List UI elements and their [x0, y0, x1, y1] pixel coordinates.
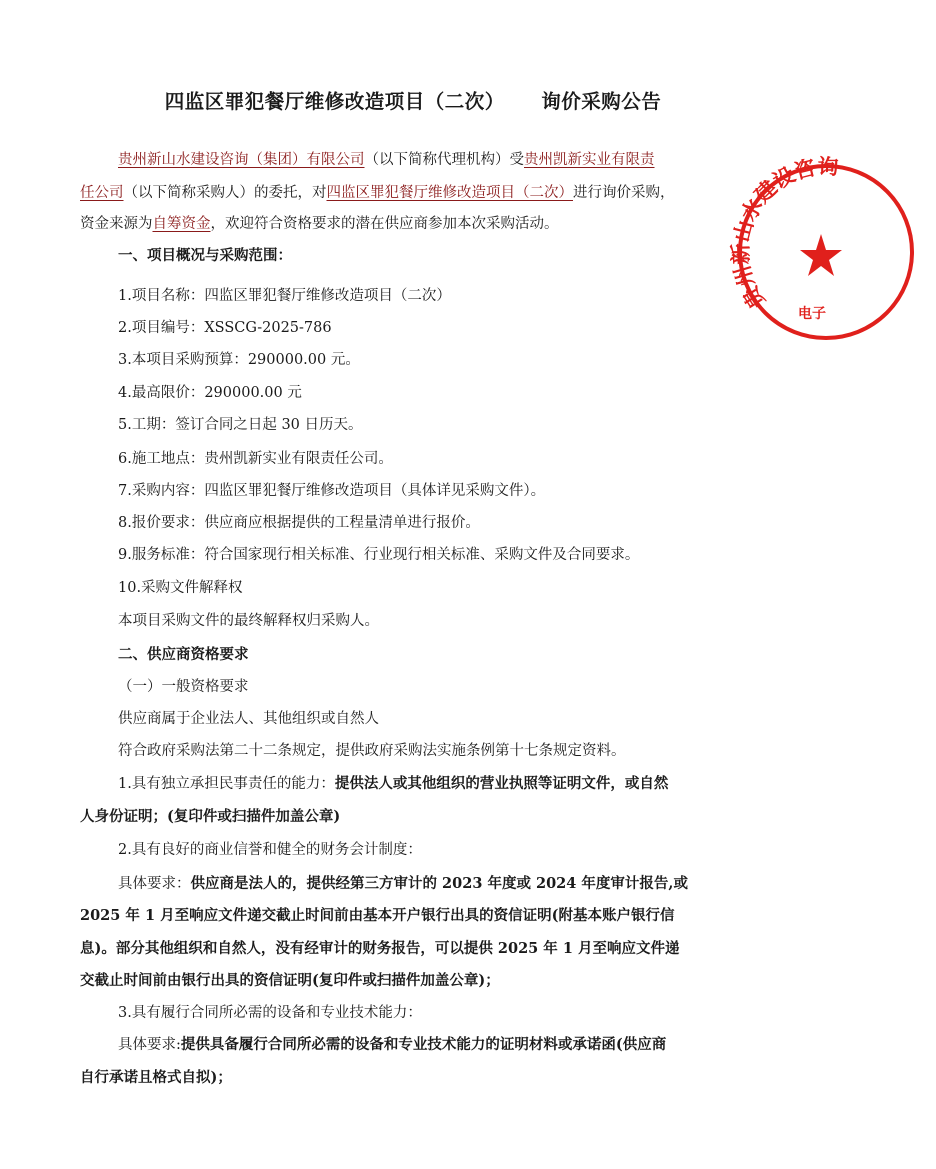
seal-star — [800, 234, 842, 276]
requirement-1 — [118, 774, 668, 794]
list-item: 9.服务标准：符合国家现行相关标准、行业现行相关标准、采购文件及合同要求。 — [118, 547, 640, 563]
company-seal — [728, 154, 936, 362]
list-item: 6.施工地点：贵州凯新实业有限责任公司。 — [118, 451, 393, 467]
requirement-detail: 自行承诺且格式自拟)； — [80, 1069, 232, 1086]
paragraph: 符合政府采购法第二十二条规定，提供政府采购法实施条例第十七条规定资料。 — [118, 743, 626, 759]
purchaser-name-cont: 任公司 — [80, 185, 124, 201]
purchaser-name: 贵州凯新实业有限责 — [524, 152, 655, 168]
project-note: 进行询价采购， — [573, 185, 675, 201]
list-item: 2.项目编号：XSSCG-2025-786 — [118, 320, 332, 336]
list-item: 4.最高限价：290000.00 元 — [118, 385, 302, 401]
requirement-detail: 人身份证明；(复印件或扫描件加盖公章) — [80, 808, 341, 825]
requirement-lead: 1.具有独立承担民事责任的能力： — [118, 776, 335, 792]
document-title: 四监区罪犯餐厅维修改造项目（二次） 询价采购公告 — [164, 90, 662, 113]
requirement-detail: 交截止时间前由银行出具的资信证明(复印件或扫描件加盖公章)； — [80, 972, 500, 989]
section-2-heading: 二、供应商资格要求 — [118, 647, 249, 663]
list-item: 3.本项目采购预算：290000.00 元。 — [118, 352, 360, 368]
requirement-detail: 提供法人或其他组织的营业执照等证明文件，或自然 — [334, 775, 669, 792]
fund-post: ，欢迎符合资格要求的潜在供应商参加本次采购活动。 — [210, 216, 559, 232]
requirement-detail: 供应商是法人的，提供经第三方审计的 2023 年度或 2024 年度审计报告,或 — [190, 875, 688, 892]
intro-line-3 — [80, 214, 559, 234]
subsection-heading: （一）一般资格要求 — [118, 679, 249, 695]
agency-name: 贵州新山水建设咨询（集团）有限公司 — [118, 152, 365, 168]
list-item: 10.采购文件解释权 — [118, 580, 243, 596]
detail-prefix: 具体要求: — [118, 1037, 181, 1053]
requirement-2: 2.具有良好的商业信誉和健全的财务会计制度： — [118, 842, 422, 858]
list-item: 1.项目名称：四监区罪犯餐厅维修改造项目（二次） — [118, 288, 451, 304]
requirement-detail: 提供具备履行合同所必需的设备和专业技术能力的证明材料或承诺函(供应商 — [180, 1036, 667, 1053]
list-item: 8.报价要求：供应商应根据提供的工程量清单进行报价。 — [118, 515, 480, 531]
requirement-3: 3.具有履行合同所必需的设备和专业技术能力： — [118, 1005, 422, 1021]
agency-note: （以下简称代理机构）受 — [364, 152, 524, 168]
paragraph: 供应商属于企业法人、其他组织或自然人 — [118, 711, 379, 727]
purchaser-note: （以下简称采购人）的委托，对 — [123, 185, 327, 201]
requirement-2-detail — [118, 874, 688, 894]
requirement-detail: 2025 年 1 月至响应文件递交截止时间前由基本开户银行出具的资信证明(附基本账户银行信 — [80, 907, 675, 924]
intro-line-1 — [118, 150, 655, 170]
detail-prefix: 具体要求： — [118, 876, 191, 892]
requirement-3-detail — [118, 1035, 666, 1055]
fund-source: 自筹资金 — [152, 216, 211, 232]
list-item: 7.采购内容：四监区罪犯餐厅维修改造项目（具体详见采购文件）。 — [118, 483, 546, 499]
section-1-heading: 一、项目概况与采购范围： — [118, 248, 292, 264]
list-item: 5.工期：签订合同之日起 30 日历天。 — [118, 417, 363, 433]
requirement-detail: 息)。部分其他组织和自然人，没有经审计的财务报告，可以提供 2025 年 1 月至响应文件递 — [80, 940, 680, 957]
fund-pre: 资金来源为 — [80, 216, 153, 232]
list-item: 本项目采购文件的最终解释权归采购人。 — [118, 613, 379, 629]
svg-text:电子: 电子 — [798, 306, 826, 322]
intro-line-2 — [80, 183, 675, 203]
project-name-link: 四监区罪犯餐厅维修改造项目（二次） — [326, 185, 573, 201]
svg-text:贵州新山水建设咨询: 贵州新山水建设咨询 — [728, 154, 839, 313]
